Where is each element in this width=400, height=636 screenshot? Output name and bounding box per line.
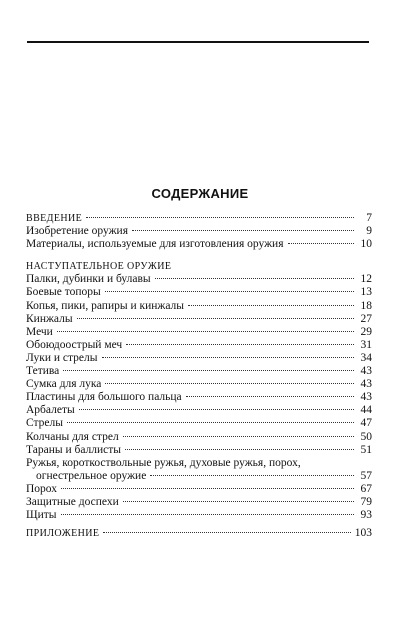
dot-leader: [188, 304, 354, 306]
dot-leader: [61, 513, 354, 515]
dot-leader: [86, 216, 354, 218]
toc-entry-appendix[interactable]: [26, 527, 372, 540]
toc-entry-label: Сумка для лука: [26, 378, 102, 391]
toc-entry[interactable]: [26, 404, 372, 417]
toc-entry-label: ВВЕДЕНИЕ: [26, 213, 83, 224]
toc-entry-label: Изобретение оружия: [26, 225, 128, 238]
toc-entry-label: Колчаны для стрел: [26, 430, 119, 443]
toc-entry[interactable]: [26, 326, 372, 339]
toc-page-number: 31: [360, 338, 372, 351]
toc-entry[interactable]: [26, 483, 372, 496]
dot-leader: [132, 229, 354, 231]
toc-entry-invention-of-weapons[interactable]: [26, 225, 372, 238]
toc-entry[interactable]: [26, 365, 372, 378]
dot-leader: [105, 382, 354, 384]
toc-entry-label: ПРИЛОЖЕНИЕ: [26, 528, 100, 540]
toc-entry-label: Щиты: [26, 509, 57, 522]
toc-entry-label: Материалы, используемые для изготовления оружия: [26, 238, 284, 251]
toc-entry[interactable]: [26, 444, 372, 457]
toc-entry-label: Арбалеты: [26, 404, 75, 417]
dot-leader: [150, 474, 354, 476]
toc-page-number: 50: [360, 430, 372, 443]
dot-leader: [125, 448, 354, 450]
toc-page-number: 29: [360, 325, 372, 338]
toc-page-number: 9: [366, 225, 372, 238]
toc-entry[interactable]: [26, 286, 372, 299]
toc-entry-label: Тетива: [26, 365, 60, 378]
toc-entry[interactable]: [26, 496, 372, 509]
toc-entry[interactable]: [26, 352, 372, 365]
toc-page-number: 7: [366, 212, 372, 224]
dot-leader: [186, 395, 354, 397]
table-of-contents: [26, 212, 372, 540]
toc-entry-label: Боевые топоры: [26, 286, 101, 299]
toc-entry[interactable]: [26, 417, 372, 430]
toc-entry-firearms[interactable]: [26, 470, 372, 483]
toc-entry-introduction[interactable]: [26, 212, 372, 225]
toc-page-number: 67: [360, 482, 372, 495]
toc-page-number: 18: [360, 299, 372, 312]
toc-page-number: 43: [360, 365, 372, 378]
page-title: СОДЕРЖАНИЕ: [151, 186, 249, 201]
toc-entry[interactable]: [26, 391, 372, 404]
dot-leader: [61, 487, 354, 489]
toc-page-number: 12: [360, 273, 372, 286]
dot-leader: [123, 500, 354, 502]
toc-entry-firearms-line-1[interactable]: Ружья, короткоствольные ружья, духовые ружья, порох,: [26, 456, 301, 469]
toc-entry-label: Обоюдоострый меч: [26, 338, 123, 351]
dot-leader: [126, 343, 354, 345]
section-heading-offensive-weapons: НАСТУПАТЕЛЬНОЕ ОРУЖИЕ: [26, 261, 172, 273]
toc-entry-label: Порох: [26, 482, 58, 495]
dot-leader: [102, 356, 355, 358]
toc-page-number: 51: [360, 443, 372, 456]
toc-entry-label: Пластины для большого пальца: [26, 391, 182, 404]
toc-page-number: 34: [360, 351, 372, 364]
toc-page-number: 27: [360, 312, 372, 325]
toc-page-number: 103: [354, 527, 372, 540]
dot-leader: [63, 369, 354, 371]
toc-page-number: 44: [360, 404, 372, 417]
toc-entry-label: огнестрельное оружие: [36, 469, 147, 482]
toc-entry[interactable]: [26, 431, 372, 444]
dot-leader: [103, 531, 350, 533]
toc-page-number: 43: [360, 391, 372, 404]
toc-entry[interactable]: [26, 313, 372, 326]
toc-entry[interactable]: [26, 273, 372, 286]
toc-entry-label: Тараны и баллисты: [26, 443, 122, 456]
toc-entry[interactable]: [26, 339, 372, 352]
toc-page-number: 93: [360, 509, 372, 522]
toc-entry-label: Палки, дубинки и булавы: [26, 273, 151, 286]
toc-entry-label: Защитные доспехи: [26, 495, 119, 508]
toc-entry-label: Копья, пики, рапиры и кинжалы: [26, 299, 184, 312]
toc-entry-label: Луки и стрелы: [26, 351, 98, 364]
toc-page-number: 57: [360, 469, 372, 482]
toc-page-number: 79: [360, 495, 372, 508]
toc-entry-materials[interactable]: [26, 238, 372, 251]
toc-entry[interactable]: [26, 509, 372, 522]
toc-page-number: 43: [360, 378, 372, 391]
toc-page-number: 13: [360, 286, 372, 299]
toc-entry[interactable]: [26, 378, 372, 391]
toc-entry-label: Мечи: [26, 325, 53, 338]
dot-leader: [79, 408, 354, 410]
toc-page-number: 47: [360, 417, 372, 430]
toc-entry-label: Кинжалы: [26, 312, 73, 325]
top-rule: [27, 41, 369, 43]
dot-leader: [67, 421, 354, 423]
dot-leader: [57, 330, 354, 332]
dot-leader: [105, 290, 354, 292]
toc-page-number: 10: [360, 238, 372, 251]
toc-entry-label: Стрелы: [26, 417, 64, 430]
dot-leader: [155, 277, 354, 279]
toc-entry[interactable]: [26, 300, 372, 313]
dot-leader: [288, 242, 354, 244]
dot-leader: [123, 435, 354, 437]
dot-leader: [77, 317, 354, 319]
